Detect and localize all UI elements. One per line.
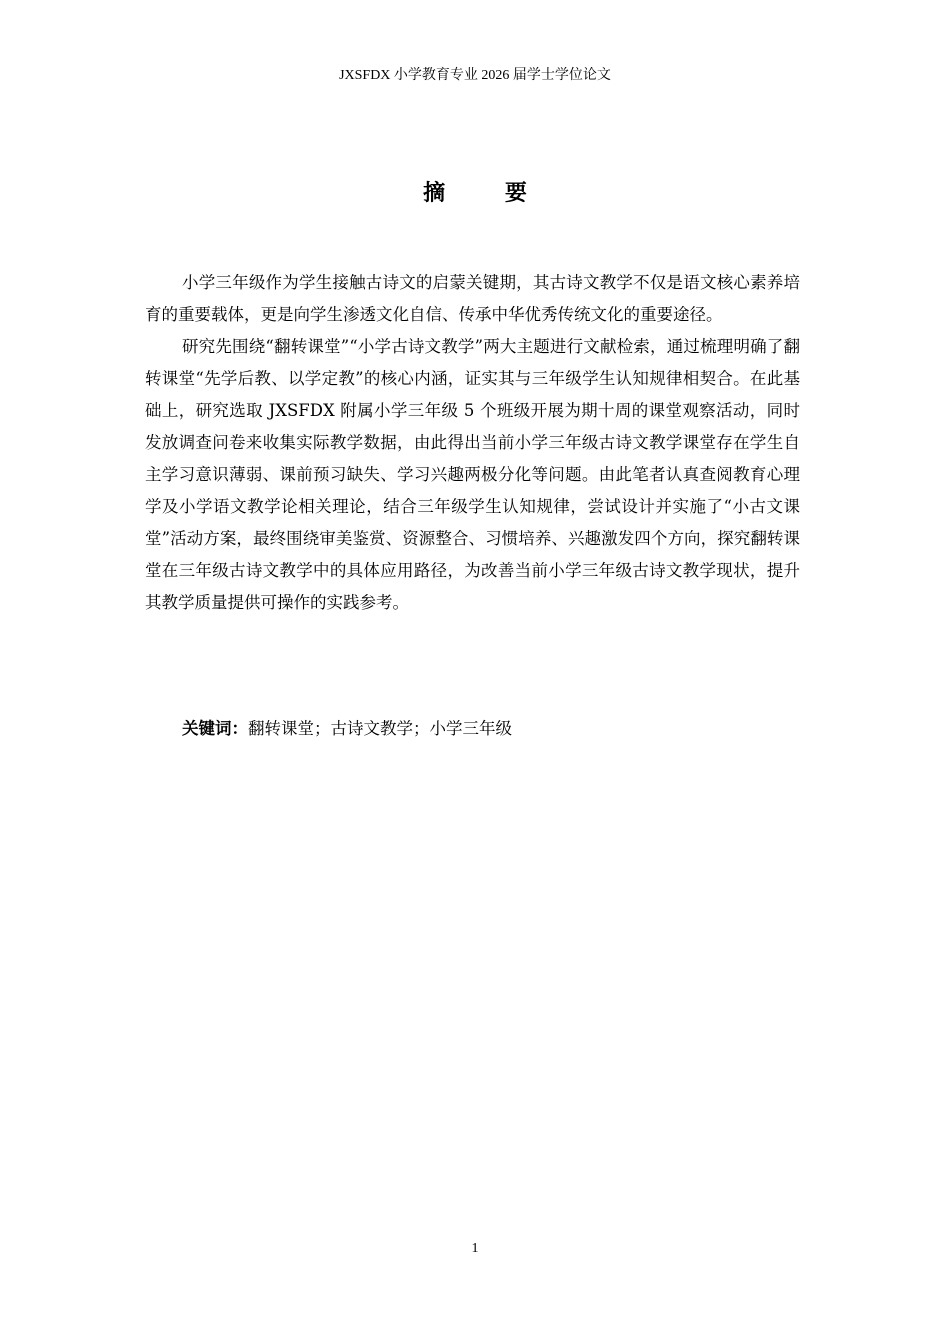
abstract-body xyxy=(145,267,800,619)
running-header: JXSFDX 小学教育专业 2026 届学士学位论文 xyxy=(339,68,611,83)
keywords-line xyxy=(182,714,512,744)
page-number: 1 xyxy=(471,1241,479,1256)
abstract-paragraph-1: 小学三年级作为学生接触古诗文的启蒙关键期，其古诗文教学不仅是语文核心素养培育的重要载体，更是向学生渗透文化自信、传承中华优秀传统文化的重要途径。 xyxy=(145,273,800,324)
abstract-title: 摘 要 xyxy=(423,181,553,206)
header-divider xyxy=(147,93,802,94)
keywords-list: 翻转课堂；古诗文教学；小学三年级 xyxy=(248,719,512,738)
abstract-paragraph-2: 研究先围绕“翻转课堂”“小学古诗文教学”两大主题进行文献检索，通过梳理明确了翻转课堂“先学后教、以学定教”的核心内涵，证实其与三年级学生认知规律相契合。在此基础上，研究选取 JXSFDX 附属小学三年级 5 个班级开展为期十周的课堂观察活动，同时发放调查问卷来收集实际教学数据，由此得出当前小学三年级古诗文教学课堂存在学生自主学习意识薄弱、课前预习缺失、学习兴趣两极分化等问题。由此笔者认真查阅教育心理学及小学语文教学论相关理论，结合三年级学生认知规律，尝试设计并实施了“小古文课堂”活动方案，最终围绕审美鉴赏、资源整合、习惯培养、兴趣激发四个方向，探究翻转课堂在三年级古诗文教学中的具体应用路径，为改善当前小学三年级古诗文教学现状，提升其教学质量提供可操作的实践参考。 xyxy=(145,337,800,612)
keywords-label: 关键词： xyxy=(182,719,248,738)
